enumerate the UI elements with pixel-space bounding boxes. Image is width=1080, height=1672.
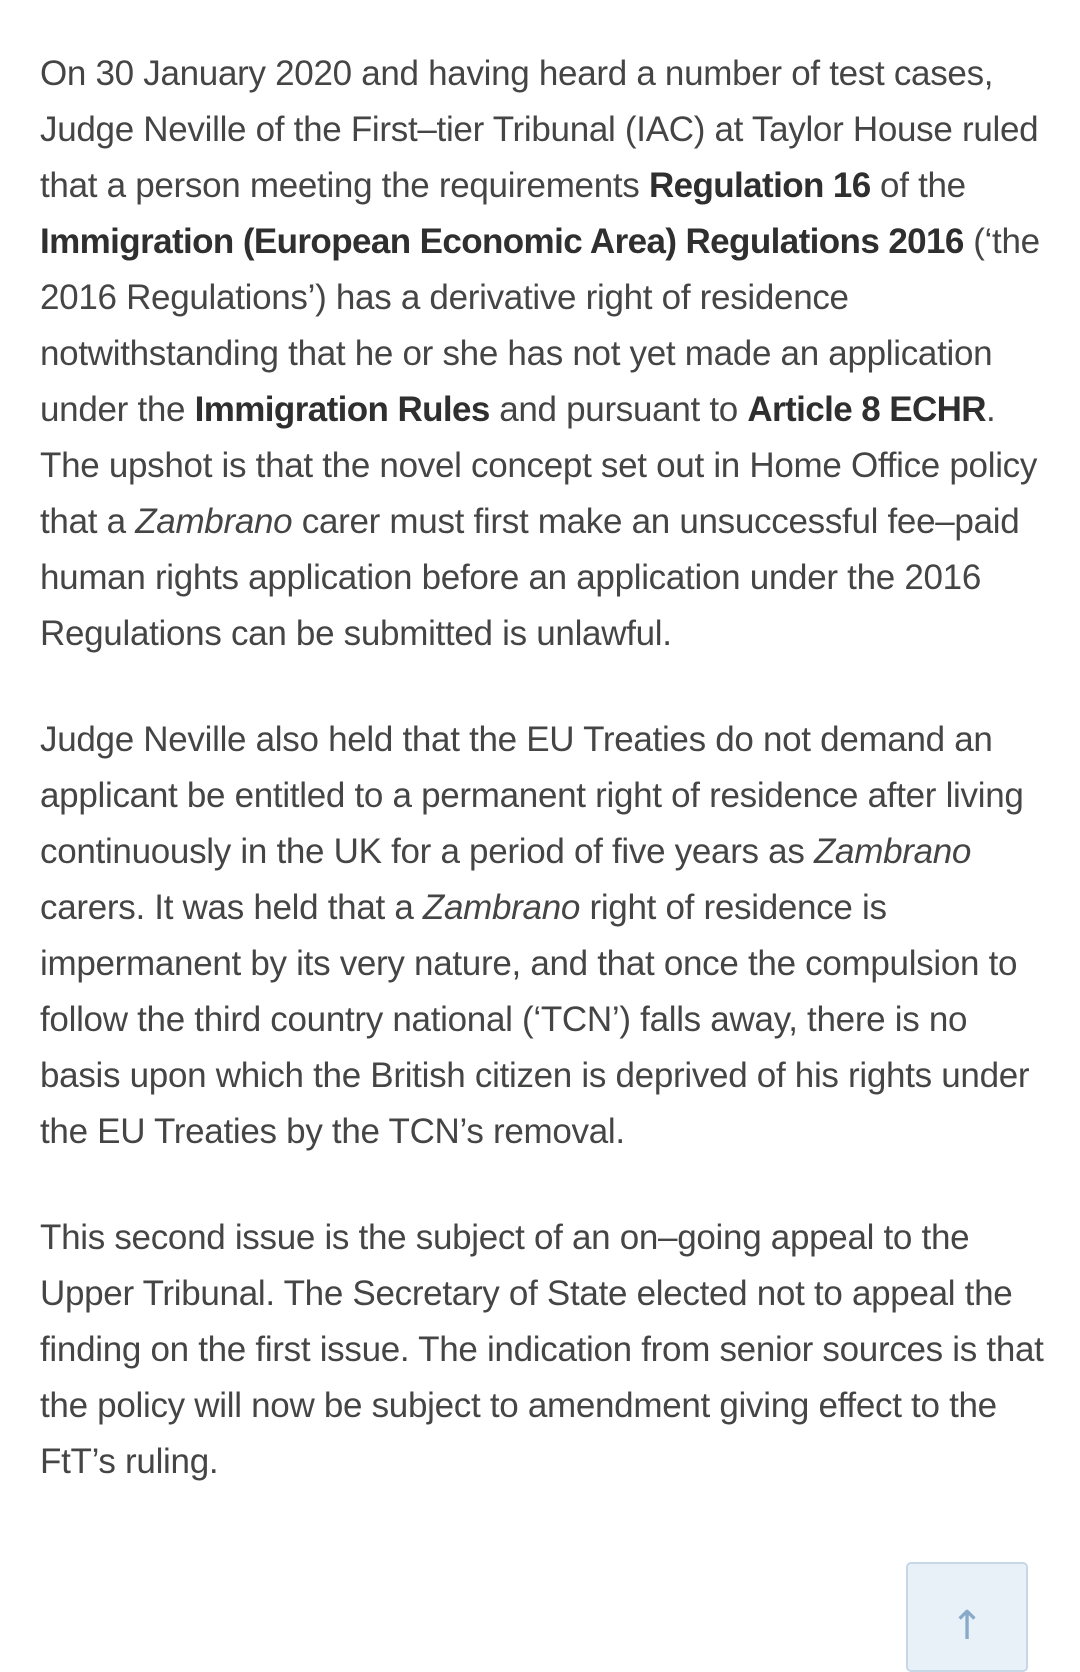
emphasis-zambrano: Zambrano (422, 888, 581, 927)
link-regulation-16[interactable]: Regulation 16 (648, 166, 871, 205)
link-article-8-echr[interactable]: Article 8 ECHR (747, 390, 986, 429)
paragraph-text: On 30 January 2020 and having heard a number of test cases, Judge Neville of the First–tier Tribunal (IAC) at Taylor House ruled that a person meeting the requirements (40, 54, 1039, 205)
paragraph-text: This second issue is the subject of an on–going appeal to the Upper Tribunal. The Secretary of State elected not to appeal the finding on the first issue. The indication from senior sources is that the policy will now be subject to amendment giving effect to the FtT’s ruling. (40, 1218, 1044, 1481)
paragraph-2 (40, 712, 1050, 1160)
paragraph-text: carer must first make an unsuccessful fee–paid human rights application before an application under the 2016 Regulations can be submitted is unlawful. (40, 502, 1020, 653)
link-eea-regulations-2016[interactable]: Immigration (European Economic Area) Regulations 2016 (40, 222, 964, 261)
arrow-up-icon: ↑ (950, 1603, 984, 1649)
article-body (40, 46, 1050, 1540)
paragraph-3 (40, 1210, 1050, 1490)
paragraph-text: (‘the 2016 Regulations’) has a derivative right of residence notwithstanding that he or she has not yet made an application under the (40, 222, 1040, 429)
paragraph-text: and pursuant to (489, 390, 748, 429)
paragraph-text: Judge Neville also held that the EU Treaties do not demand an applicant be entitled to a permanent right of residence after living continuously in the UK for a period of five years as (40, 720, 1024, 871)
back-to-top-button[interactable] (906, 1562, 1028, 1672)
paragraph-text: carers. It was held that a (40, 888, 423, 927)
emphasis-zambrano: Zambrano (813, 832, 972, 871)
link-immigration-rules[interactable]: Immigration Rules (194, 390, 490, 429)
emphasis-zambrano: Zambrano (135, 502, 293, 541)
paragraph-text: . The upshot is that the novel concept set out in Home Office policy that a (40, 390, 1038, 541)
paragraph-1 (40, 46, 1050, 662)
paragraph-text: right of residence is impermanent by its very nature, and that once the compulsion to follow the third country national (‘TCN’) falls away, there is no basis upon which the British citizen is deprived of his rights under the EU Treaties by the TCN’s removal. (40, 888, 1030, 1151)
paragraph-text: of the (870, 166, 966, 205)
